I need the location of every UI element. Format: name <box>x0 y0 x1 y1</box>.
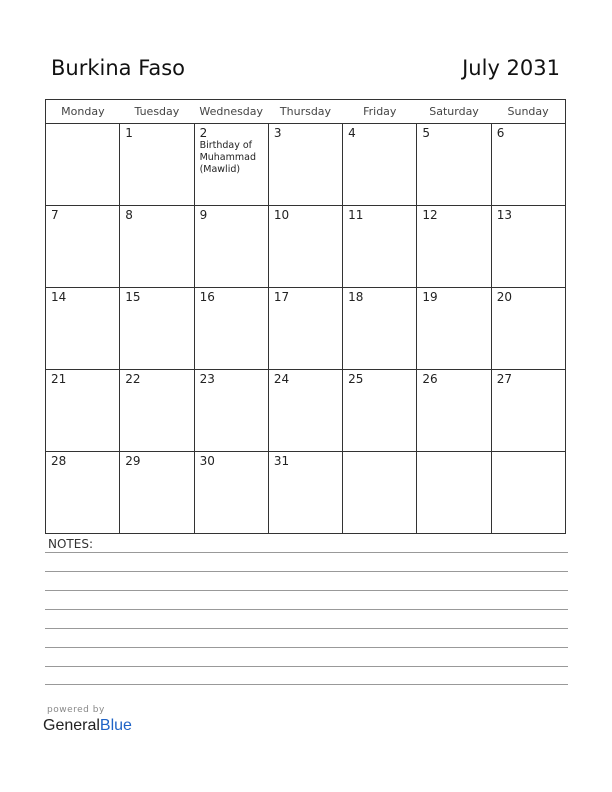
day-number: 1 <box>125 126 133 140</box>
day-cell <box>491 370 565 452</box>
day-cell <box>268 206 342 288</box>
day-cell <box>268 370 342 452</box>
day-number: 22 <box>125 372 141 386</box>
day-cell <box>417 370 491 452</box>
logo-blue-text: Blue <box>99 717 132 734</box>
day-number: 26 <box>422 372 438 386</box>
day-cell <box>46 124 120 206</box>
day-cell <box>194 124 268 206</box>
day-number: 9 <box>199 208 208 222</box>
day-number: 7 <box>51 208 59 222</box>
week-row <box>46 288 566 370</box>
day-number: 17 <box>273 290 290 304</box>
day-cell <box>46 288 120 370</box>
day-cell <box>120 206 194 288</box>
day-number: 27 <box>496 372 512 386</box>
day-cell-empty <box>491 452 565 534</box>
day-number: 19 <box>422 290 438 304</box>
day-cell <box>194 370 268 452</box>
note-line <box>45 628 568 629</box>
day-cell <box>343 370 417 452</box>
note-line <box>45 666 568 667</box>
day-cell-empty <box>417 452 491 534</box>
powered-by-text: powered by <box>47 705 105 715</box>
day-number: 5 <box>422 126 431 140</box>
day-cell <box>46 370 120 452</box>
note-line <box>45 552 568 553</box>
day-number: 16 <box>199 290 215 304</box>
weekday-sunday: Sunday <box>491 100 565 124</box>
week-row <box>46 370 566 452</box>
day-number: 29 <box>125 454 141 468</box>
day-number: 31 <box>273 454 290 468</box>
day-cell <box>194 452 268 534</box>
day-number: 10 <box>273 208 290 222</box>
week-row <box>46 452 566 534</box>
country-title: Burkina Faso <box>51 56 186 80</box>
day-number: 6 <box>496 126 505 140</box>
day-cell <box>194 288 268 370</box>
day-cell <box>417 206 491 288</box>
weekday-header-row <box>46 100 566 124</box>
logo-general-text: General <box>43 717 100 734</box>
weekday-tuesday: Tuesday <box>120 100 194 124</box>
day-cell <box>417 124 491 206</box>
holiday-event: Birthday of Muhammad (Mawlid) <box>199 140 256 175</box>
day-cell <box>194 206 268 288</box>
day-number: 23 <box>199 372 215 386</box>
day-number: 28 <box>51 454 67 468</box>
weekday-monday: Monday <box>46 100 120 124</box>
day-cell <box>491 206 565 288</box>
day-number: 24 <box>273 372 290 386</box>
day-cell <box>491 288 565 370</box>
day-cell <box>268 124 342 206</box>
generalblue-logo <box>43 717 132 735</box>
day-cell <box>343 288 417 370</box>
month-year-title: July 2031 <box>462 56 560 80</box>
day-cell <box>343 124 417 206</box>
day-number: 21 <box>51 372 67 386</box>
day-number: 2 <box>199 126 208 140</box>
weekday-saturday: Saturday <box>417 100 491 124</box>
day-cell <box>120 370 194 452</box>
week-row <box>46 206 566 288</box>
week-row <box>46 124 566 206</box>
day-cell <box>46 452 120 534</box>
day-cell <box>120 452 194 534</box>
day-number: 15 <box>125 290 141 304</box>
day-cell <box>268 288 342 370</box>
day-number: 20 <box>496 290 512 304</box>
weekday-friday: Friday <box>343 100 417 124</box>
day-number: 11 <box>348 208 364 222</box>
note-line <box>45 609 568 610</box>
day-cell <box>491 124 565 206</box>
day-cell <box>268 452 342 534</box>
day-cell-empty <box>343 452 417 534</box>
notes-label: NOTES: <box>48 537 93 551</box>
day-number: 25 <box>348 372 364 386</box>
day-cell <box>120 288 194 370</box>
day-cell <box>120 124 194 206</box>
note-line <box>45 684 568 685</box>
note-line <box>45 590 568 591</box>
note-line <box>45 571 568 572</box>
day-number: 30 <box>199 454 215 468</box>
day-number: 13 <box>496 208 512 222</box>
day-number: 12 <box>422 208 438 222</box>
weekday-thursday: Thursday <box>268 100 342 124</box>
day-number: 18 <box>348 290 364 304</box>
calendar-grid <box>45 99 566 534</box>
weekday-wednesday: Wednesday <box>194 100 268 124</box>
day-cell <box>417 288 491 370</box>
note-line <box>45 647 568 648</box>
day-number: 3 <box>273 126 282 140</box>
day-number: 8 <box>125 208 133 222</box>
day-cell <box>343 206 417 288</box>
day-number: 4 <box>348 126 356 140</box>
day-number: 14 <box>51 290 67 304</box>
day-cell <box>46 206 120 288</box>
